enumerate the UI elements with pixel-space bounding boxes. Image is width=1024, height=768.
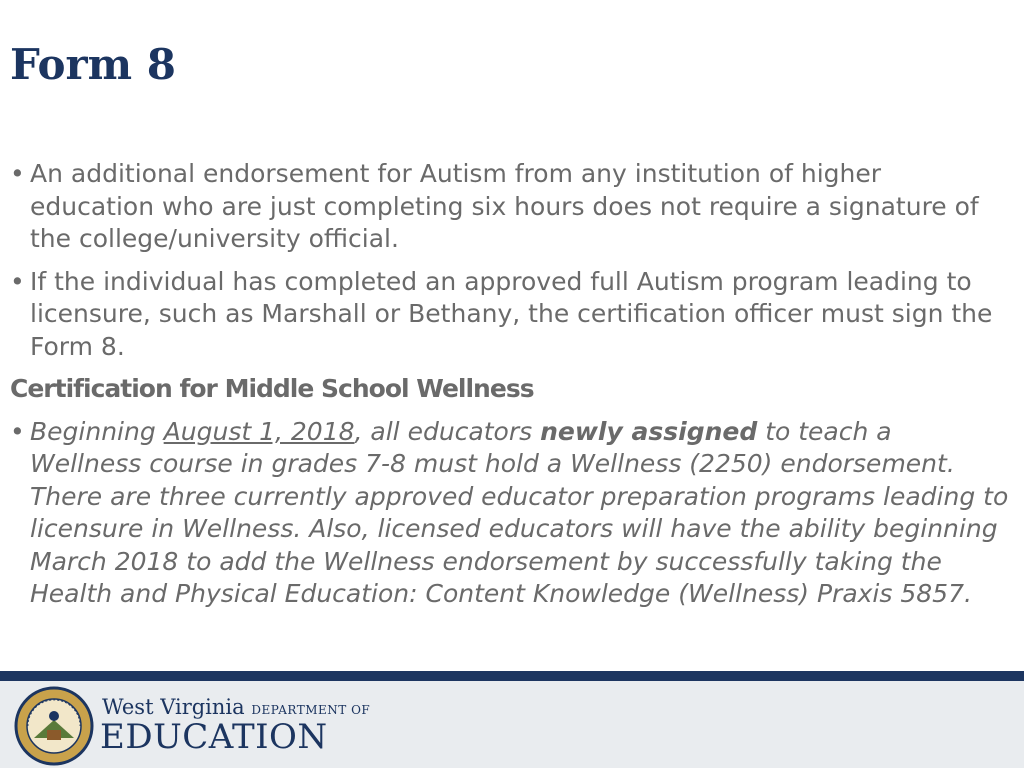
footer-bar: [0, 671, 1024, 681]
wellness-text-part3: to teach a Wellness course in grades 7-8 must hold a Wellness (2250) endorsement. There are three currently approved educator preparation programs leading to licensure in Wellness. Also, licensed educators will have the ability beginning March 2018 to add the Wellness endorsement by successfully taking the Health and Physical Education: Content Knowledge (Wellness) Praxis 5857.: [30, 416, 1009, 608]
bullet-wellness: [10, 416, 1010, 611]
logo-education: EDUCATION: [100, 717, 328, 757]
wellness-text-part2: , all educators: [354, 416, 541, 446]
logo-department-of: DEPARTMENT OF: [251, 703, 371, 717]
bullet-marker: •: [10, 266, 25, 296]
bullet-autism-full-program: [10, 266, 1010, 364]
state-seal-icon: [14, 686, 94, 766]
wellness-date: August 1, 2018: [163, 416, 355, 446]
footer: [0, 681, 1024, 768]
bullet-text: If the individual has completed an approved full Autism program leading to licensure, such as Marshall or Bethany, the certification officer must sign the Form 8.: [30, 266, 993, 361]
slide-title: Form 8: [10, 40, 176, 89]
logo-state-name: West Virginia: [102, 695, 245, 719]
bullet-marker: •: [10, 159, 25, 188]
bullet-autism-six-hours: [10, 158, 1010, 256]
wellness-emphasis: newly assigned: [540, 416, 758, 446]
logo-line1: [102, 695, 370, 719]
wellness-text-part1: Beginning: [30, 416, 164, 446]
bullet-text: An additional endorsement for Autism from any institution of higher education who are just completing six hours does not require a signature of the college/university official.: [30, 159, 979, 253]
section-heading: Certification for Middle School Wellness: [10, 374, 534, 403]
bullet-marker: •: [10, 416, 25, 446]
slide-content: [10, 158, 1010, 621]
